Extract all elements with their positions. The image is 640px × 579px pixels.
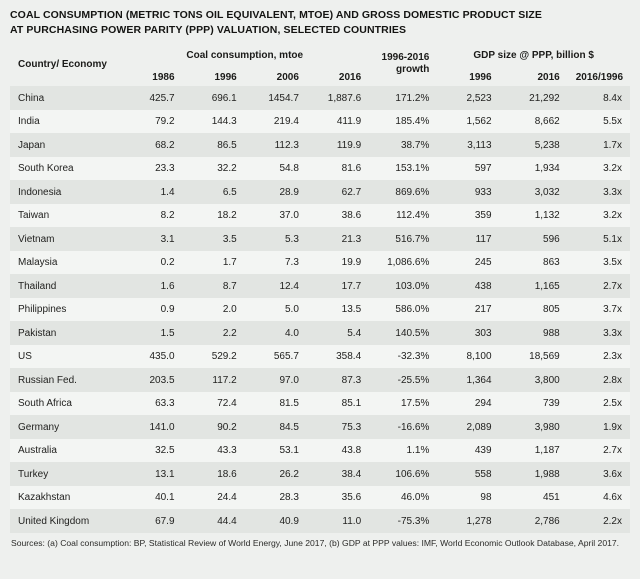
value-cell: 359 (474, 210, 492, 222)
value-cell: 79.2 (155, 116, 175, 128)
value-cell: 2.5x (603, 398, 622, 410)
table-row (10, 415, 630, 439)
value-cell: 3.5x (603, 257, 622, 269)
table-row (10, 227, 630, 251)
group-header-row (10, 42, 630, 68)
value-cell: 294 (474, 398, 492, 410)
value-cell: 5.0 (285, 304, 299, 316)
value-cell: 153.1% (395, 163, 430, 175)
value-cell: 435.0 (149, 351, 175, 363)
table-row (10, 251, 630, 275)
value-cell: -25.5% (397, 374, 430, 386)
value-cell: 106.6% (395, 468, 430, 480)
value-cell: 117.2 (212, 374, 237, 386)
value-cell: 3.2x (603, 163, 622, 175)
value-cell: 3.5 (222, 233, 237, 245)
value-cell: 4.6x (603, 492, 622, 504)
value-cell: 2,089 (466, 421, 492, 433)
value-cell: 23.3 (155, 163, 175, 175)
value-cell: 425.7 (149, 92, 175, 104)
value-cell: 13.5 (341, 304, 362, 316)
value-cell: 0.2 (160, 257, 175, 269)
gdp-year-header: 1996 (469, 71, 492, 83)
value-cell: 26.2 (279, 468, 299, 480)
value-cell: -16.6% (397, 421, 430, 433)
value-cell: 7.3 (285, 257, 299, 269)
value-cell: 217 (474, 304, 492, 316)
value-cell: 696.1 (211, 92, 237, 104)
value-cell: 28.3 (279, 492, 299, 504)
source-note: Sources: (a) Coal consumption: BP, Statistical Review of World Energy, June 2017, (b) GDP at PPP values: IMF, World Economic Outlook Database, April 2017. (11, 537, 620, 548)
value-cell: 81.6 (341, 163, 362, 175)
value-cell: 5.4 (347, 327, 362, 339)
table-row (10, 180, 630, 204)
value-cell: 1,187 (534, 445, 560, 457)
value-cell: 21.3 (341, 233, 362, 245)
value-cell: 185.4% (395, 116, 430, 128)
data-table (10, 42, 630, 533)
value-cell: 1,086.6% (387, 257, 430, 269)
value-cell: 596 (543, 233, 560, 245)
value-cell: 2,786 (534, 515, 560, 527)
value-cell: 1,562 (466, 116, 492, 128)
value-cell: 43.3 (217, 445, 237, 457)
value-cell: 8.4x (603, 92, 622, 104)
value-cell: 863 (543, 257, 560, 269)
value-cell: 1,278 (466, 515, 492, 527)
value-cell: 1.1% (406, 445, 430, 457)
value-cell: 38.6 (341, 210, 362, 222)
value-cell: 144.3 (211, 116, 237, 128)
value-cell: 40.9 (279, 515, 299, 527)
value-cell: 1.7x (603, 139, 622, 151)
value-cell: 85.1 (341, 398, 362, 410)
country-cell: Turkey (18, 468, 49, 480)
value-cell: 516.7% (395, 233, 430, 245)
value-cell: 3,980 (534, 421, 560, 433)
country-cell: Pakistan (18, 327, 57, 339)
value-cell: 17.5% (400, 398, 430, 410)
table-title (10, 8, 630, 38)
col-header-growth: 1996-2016 growth (381, 51, 430, 76)
value-cell: 24.4 (217, 492, 237, 504)
value-cell: 1,887.6 (327, 92, 362, 104)
value-cell: 63.3 (155, 398, 175, 410)
country-cell: Germany (18, 421, 60, 433)
col-group-coal-consumption: Coal consumption, mtoe (186, 49, 304, 61)
country-cell: South Africa (18, 398, 72, 410)
table-row (10, 439, 630, 463)
value-cell: 8,662 (534, 116, 560, 128)
country-cell: Taiwan (18, 210, 50, 222)
table-row (10, 133, 630, 157)
value-cell: 6.5 (222, 186, 237, 198)
value-cell: 2.3x (603, 351, 622, 363)
value-cell: 140.5% (395, 327, 430, 339)
value-cell: 1,165 (534, 280, 560, 292)
value-cell: 54.8 (279, 163, 299, 175)
value-cell: 3.2x (603, 210, 622, 222)
value-cell: 119.9 (336, 139, 362, 151)
value-cell: 558 (474, 468, 492, 480)
table-row (10, 486, 630, 510)
value-cell: 75.3 (341, 421, 362, 433)
country-cell: Malaysia (18, 257, 58, 269)
value-cell: 44.4 (217, 515, 237, 527)
value-cell: 0.9 (160, 304, 175, 316)
col-group-gdp-ppp: GDP size @ PPP, billion $ (473, 49, 594, 61)
value-cell: 411.9 (336, 116, 362, 128)
value-cell: 112.4% (396, 210, 430, 222)
value-cell: 1,364 (466, 374, 492, 386)
value-cell: 28.9 (279, 186, 299, 198)
value-cell: 438 (474, 280, 492, 292)
value-cell: 1.4 (160, 186, 175, 198)
value-cell: 1,132 (534, 210, 560, 222)
value-cell: 3.3x (603, 327, 622, 339)
value-cell: 3.3x (603, 186, 622, 198)
table-row (10, 86, 630, 110)
value-cell: 67.9 (155, 515, 175, 527)
country-cell: China (18, 92, 45, 104)
value-cell: 1.7 (222, 257, 237, 269)
value-cell: 1454.7 (268, 92, 299, 104)
table-row (10, 298, 630, 322)
value-cell: 303 (474, 327, 492, 339)
value-cell: 2.7x (603, 445, 622, 457)
value-cell: 97.0 (279, 374, 299, 386)
table-row (10, 157, 630, 181)
value-cell: 62.7 (341, 186, 362, 198)
value-cell: 565.7 (273, 351, 299, 363)
country-cell: Australia (18, 445, 57, 457)
value-cell: 117 (475, 233, 492, 245)
value-cell: 4.0 (285, 327, 299, 339)
value-cell: 358.4 (336, 351, 362, 363)
value-cell: 2,523 (466, 92, 492, 104)
value-cell: 3.6x (603, 468, 622, 480)
table-row (10, 274, 630, 298)
value-cell: 5.3 (285, 233, 299, 245)
value-cell: 11.0 (342, 515, 362, 527)
value-cell: 8.7 (222, 280, 237, 292)
value-cell: 38.7% (400, 139, 430, 151)
value-cell: 72.4 (217, 398, 237, 410)
value-cell: 439 (474, 445, 492, 457)
value-cell: 12.4 (279, 280, 299, 292)
value-cell: 3.7x (603, 304, 622, 316)
value-cell: 2.8x (603, 374, 622, 386)
value-cell: 112.3 (274, 139, 299, 151)
value-cell: 141.0 (149, 421, 175, 433)
value-cell: 988 (543, 327, 560, 339)
table-header (10, 42, 630, 86)
table-row (10, 509, 630, 533)
value-cell: 933 (474, 186, 492, 198)
coal-year-header: 1996 (214, 71, 237, 83)
value-cell: 13.1 (155, 468, 175, 480)
value-cell: 32.5 (155, 445, 175, 457)
value-cell: 87.3 (341, 374, 362, 386)
value-cell: 18.2 (217, 210, 237, 222)
value-cell: 46.0% (400, 492, 430, 504)
country-cell: US (18, 351, 32, 363)
country-cell: Vietnam (18, 233, 55, 245)
value-cell: 869.6% (395, 186, 430, 198)
value-cell: 3.1 (160, 233, 175, 245)
country-cell: Russian Fed. (18, 374, 77, 386)
value-cell: 32.2 (217, 163, 237, 175)
value-cell: 90.2 (217, 421, 237, 433)
value-cell: 38.4 (341, 468, 362, 480)
table-row (10, 321, 630, 345)
table-row (10, 368, 630, 392)
value-cell: 586.0% (395, 304, 430, 316)
table-row (10, 204, 630, 228)
value-cell: 8.2 (160, 210, 175, 222)
value-cell: 18.6 (217, 468, 237, 480)
value-cell: 5.1x (603, 233, 622, 245)
value-cell: 53.1 (279, 445, 299, 457)
value-cell: 17.7 (341, 280, 362, 292)
value-cell: 1,934 (534, 163, 560, 175)
country-cell: United Kingdom (18, 515, 90, 527)
coal-year-header: 1986 (152, 71, 175, 83)
value-cell: 739 (543, 398, 560, 410)
value-cell: -32.3% (397, 351, 430, 363)
value-cell: 43.8 (341, 445, 362, 457)
value-cell: 1.5 (160, 327, 175, 339)
value-cell: 2.7x (603, 280, 622, 292)
country-cell: Japan (18, 139, 46, 151)
value-cell: 5,238 (534, 139, 560, 151)
value-cell: 86.5 (217, 139, 237, 151)
coal-year-header: 2016 (338, 71, 362, 83)
table-row (10, 392, 630, 416)
country-cell: Philippines (18, 304, 67, 316)
table-row (10, 110, 630, 134)
country-cell: Kazakhstan (18, 492, 71, 504)
table-row (10, 345, 630, 369)
value-cell: 3,800 (534, 374, 560, 386)
table-title-line1: COAL CONSUMPTION (METRIC TONS OIL EQUIVALENT, MTOE) AND GROSS DOMESTIC PRODUCT SIZE (10, 9, 542, 21)
value-cell: 37.0 (279, 210, 299, 222)
value-cell: 35.6 (341, 492, 362, 504)
value-cell: 84.5 (279, 421, 299, 433)
table-row (10, 462, 630, 486)
country-cell: South Korea (18, 163, 74, 175)
country-cell: Indonesia (18, 186, 62, 198)
value-cell: 2.2 (222, 327, 237, 339)
value-cell: 8,100 (466, 351, 492, 363)
value-cell: 1.9x (603, 421, 622, 433)
country-cell: Thailand (18, 280, 57, 292)
value-cell: 19.9 (341, 257, 362, 269)
value-cell: 203.5 (149, 374, 175, 386)
value-cell: 171.2% (395, 92, 430, 104)
gdp-year-header: 2016/1996 (575, 71, 624, 83)
value-cell: -75.3% (397, 515, 430, 527)
value-cell: 2.2x (603, 515, 622, 527)
col-header-country: Country/ Economy (18, 58, 107, 70)
coal-year-header: 2006 (276, 71, 299, 83)
value-cell: 529.2 (211, 351, 237, 363)
value-cell: 68.2 (155, 139, 175, 151)
value-cell: 451 (543, 492, 560, 504)
value-cell: 1,988 (534, 468, 560, 480)
value-cell: 219.4 (273, 116, 299, 128)
value-cell: 18,569 (529, 351, 560, 363)
country-cell: India (18, 116, 40, 128)
value-cell: 3,113 (467, 139, 492, 151)
value-cell: 3,032 (534, 186, 560, 198)
value-cell: 245 (474, 257, 492, 269)
table-title-line2: AT PURCHASING POWER PARITY (PPP) VALUATION, SELECTED COUNTRIES (10, 24, 407, 37)
table-body (10, 86, 630, 533)
value-cell: 5.5x (603, 116, 622, 128)
value-cell: 1.6 (160, 280, 175, 292)
value-cell: 597 (474, 163, 492, 175)
value-cell: 40.1 (155, 492, 175, 504)
value-cell: 2.0 (222, 304, 237, 316)
value-cell: 21,292 (529, 92, 560, 104)
value-cell: 805 (543, 304, 560, 316)
value-cell: 98 (480, 492, 492, 504)
gdp-year-header: 2016 (537, 71, 560, 83)
value-cell: 81.5 (279, 398, 299, 410)
value-cell: 103.0% (395, 280, 430, 292)
